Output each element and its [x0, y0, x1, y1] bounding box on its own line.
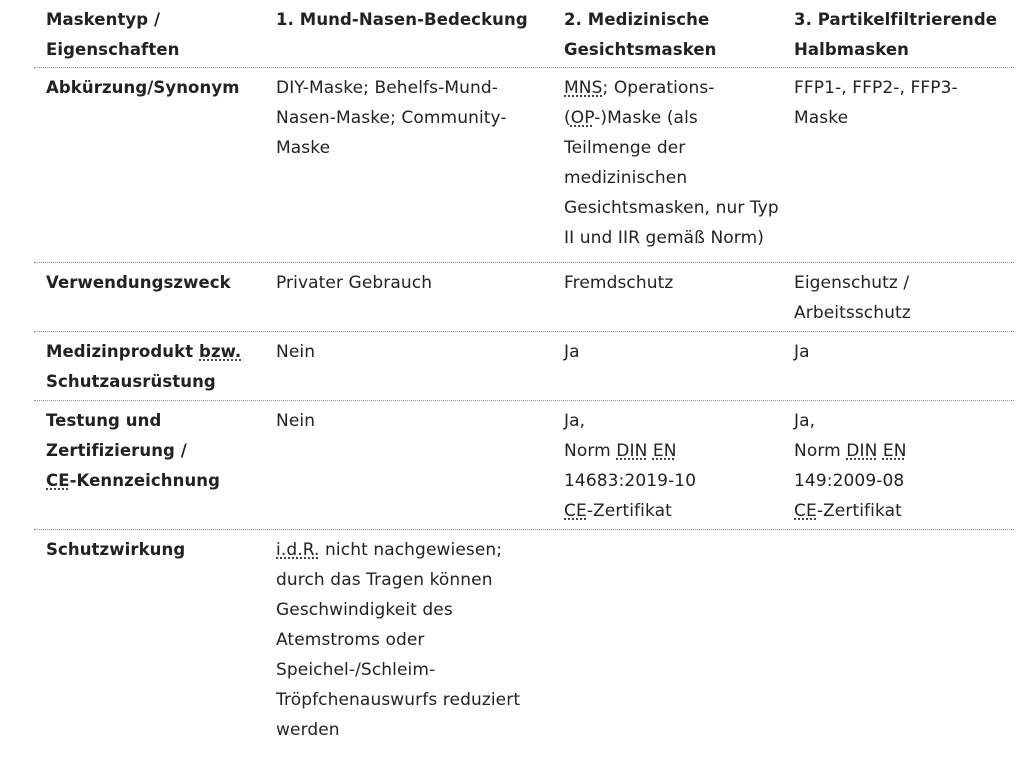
cell-line — [276, 535, 544, 565]
table-row — [34, 332, 1014, 401]
table-cell — [264, 268, 552, 328]
table-cell — [264, 337, 552, 397]
cell-text: medizinischen — [564, 168, 688, 188]
row-label-line — [46, 337, 256, 367]
table-cell — [264, 406, 552, 526]
abbreviation-en[interactable]: EN — [882, 441, 907, 461]
cell-text: ; Operations- — [602, 78, 715, 98]
cell-text: nicht nachgewiesen; — [319, 540, 503, 560]
cell-text: Atemstroms oder — [276, 630, 425, 650]
table-cell — [552, 535, 782, 767]
cell-line — [564, 496, 774, 526]
row-label-text: Verwendungszweck — [46, 273, 231, 292]
abbreviation-ce[interactable]: CE — [46, 471, 70, 490]
table-cell — [264, 73, 552, 259]
cell-text: durch das Tragen können — [276, 570, 493, 590]
mask-comparison-table — [34, 0, 1014, 770]
header-text: Eigenschaften — [46, 40, 180, 59]
abbreviation-en[interactable]: EN — [652, 441, 677, 461]
cell-text: Maske — [276, 138, 331, 158]
row-label — [34, 535, 264, 767]
header-text: 2. Medizinische — [564, 10, 710, 29]
header-text: Gesichtsmasken — [564, 40, 717, 59]
cell-text: Fremdschutz — [564, 273, 674, 293]
cell-text: Arbeitsschutz — [794, 303, 911, 323]
table-cell — [782, 337, 1014, 397]
cell-text: Ja — [564, 342, 580, 362]
abbreviation-op[interactable]: OP — [570, 108, 595, 128]
cell-text: Speichel-/Schleim- — [276, 660, 436, 680]
abbreviation-idr[interactable]: i.d.R. — [276, 540, 320, 560]
cell-text: II und IIR gemäß Norm) — [564, 228, 764, 248]
cell-text: Norm — [794, 441, 847, 461]
abbreviation-ce[interactable]: CE — [794, 501, 817, 521]
table-cell — [782, 268, 1014, 328]
table-header-row — [34, 0, 1014, 68]
header-cell-particle-filtering-masks — [782, 5, 1014, 65]
row-label-line — [46, 466, 256, 496]
table-row — [34, 263, 1014, 332]
row-label — [34, 268, 264, 328]
cell-text: Nein — [276, 342, 316, 362]
cell-line — [564, 436, 774, 466]
cell-text: -)Maske (als — [594, 108, 698, 128]
cell-text: ( — [564, 108, 571, 128]
cell-text: 149:2009-08 — [794, 471, 905, 491]
header-text: 3. Partikelfiltrierende — [794, 10, 998, 29]
table-row — [34, 530, 1014, 770]
abbreviation-din[interactable]: DIN — [616, 441, 648, 461]
abbreviation-ce[interactable]: CE — [564, 501, 587, 521]
table-cell — [552, 73, 782, 259]
cell-text: Ja — [794, 342, 810, 362]
cell-text: -Zertifikat — [586, 501, 672, 521]
row-label-text: Abkürzung/Synonym — [46, 78, 240, 97]
table-cell — [264, 535, 552, 767]
row-label-text: Schutzwirkung — [46, 540, 186, 559]
cell-text: Gesichtsmasken, nur Typ — [564, 198, 779, 218]
table-row — [34, 401, 1014, 530]
cell-text: Norm — [564, 441, 617, 461]
cell-text: FFP1-, FFP2-, FFP3- — [794, 78, 958, 98]
cell-text: werden — [276, 720, 340, 740]
cell-line — [794, 496, 1006, 526]
table-cell — [782, 73, 1014, 259]
row-label-text: Zertifizierung / — [46, 441, 187, 460]
cell-text: Teilmenge der — [564, 138, 686, 158]
cell-text: Maske — [794, 108, 849, 128]
table-row — [34, 68, 1014, 263]
cell-text: Geschwindigkeit des — [276, 600, 453, 620]
header-text: Halbmasken — [794, 40, 910, 59]
abbreviation-bzw[interactable]: bzw. — [199, 342, 242, 361]
cell-text: -Zertifikat — [816, 501, 902, 521]
header-cell-medical-masks — [552, 5, 782, 65]
cell-line — [564, 103, 774, 133]
row-label — [34, 337, 264, 397]
abbreviation-din[interactable]: DIN — [846, 441, 878, 461]
row-label-text: Schutzausrüstung — [46, 372, 216, 391]
cell-text: Nein — [276, 411, 316, 431]
table-cell — [552, 406, 782, 526]
cell-text: Privater Gebrauch — [276, 273, 433, 293]
cell-text: Ja, — [564, 411, 586, 431]
row-label — [34, 73, 264, 259]
cell-line — [794, 436, 1006, 466]
abbreviation-mns[interactable]: MNS — [564, 78, 603, 98]
table-cell — [782, 535, 1014, 767]
header-text: 1. Mund-Nasen-Bedeckung — [276, 10, 528, 29]
cell-text: Ja, — [794, 411, 816, 431]
table-cell — [552, 268, 782, 328]
header-text: Maskentyp / — [46, 10, 161, 29]
cell-text: Tröpfchenauswurfs reduziert — [276, 690, 521, 710]
cell-text: DIY-Maske; Behelfs-Mund- — [276, 78, 498, 98]
cell-text: Nasen-Maske; Community- — [276, 108, 507, 128]
table-cell — [552, 337, 782, 397]
row-label-text: Testung und — [46, 411, 162, 430]
cell-text: Eigenschutz / — [794, 273, 910, 293]
header-cell-mouth-nose-cover — [264, 5, 552, 65]
cell-line — [564, 73, 774, 103]
row-label — [34, 406, 264, 526]
cell-text: 14683:2019-10 — [564, 471, 697, 491]
table-cell — [782, 406, 1014, 526]
header-cell-properties — [34, 5, 264, 65]
row-label-text: -Kennzeichnung — [69, 471, 221, 490]
row-label-text: Medizinprodukt — [46, 342, 200, 361]
